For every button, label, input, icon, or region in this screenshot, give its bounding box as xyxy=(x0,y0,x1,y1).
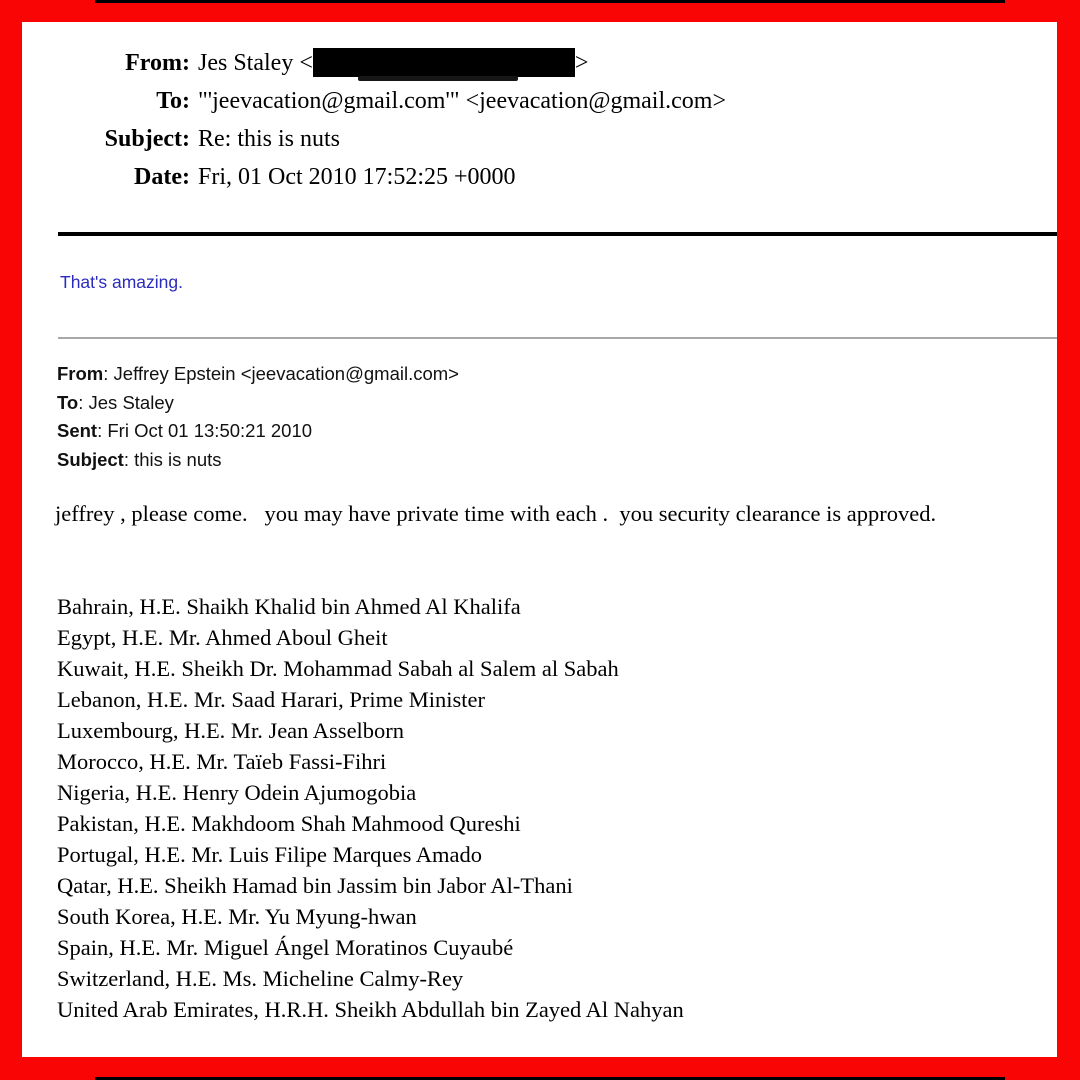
list-item: Switzerland, H.E. Ms. Micheline Calmy-Rey xyxy=(57,966,464,991)
header-row-subject xyxy=(22,120,1057,158)
list-item: Morocco, H.E. Mr. Taïeb Fassi-Fihri xyxy=(57,749,387,774)
quoted-to-value: : Jes Staley xyxy=(78,391,174,413)
from-name: Jes Staley < xyxy=(198,50,313,76)
quoted-sent-value: : Fri Oct 01 13:50:21 2010 xyxy=(97,420,313,441)
divider-thick xyxy=(58,232,1057,236)
quoted-sent-label: Sent xyxy=(57,420,98,441)
list-item: Pakistan, H.E. Makhdoom Shah Mahmood Qureshi xyxy=(57,811,521,836)
header-row-date xyxy=(22,158,1057,196)
redaction-text-remnant xyxy=(358,76,518,81)
list-item: United Arab Emirates, H.R.H. Sheikh Abdullah bin Zayed Al Nahyan xyxy=(57,997,684,1022)
list-item: Egypt, H.E. Mr. Ahmed Aboul Gheit xyxy=(57,625,388,650)
from-suffix: > xyxy=(574,50,589,76)
quoted-to-label: To xyxy=(57,391,79,413)
quoted-from-label: From xyxy=(57,363,104,384)
redaction-bar xyxy=(313,44,575,82)
quoted-email-header xyxy=(57,360,459,474)
header-row-from xyxy=(22,44,1057,82)
quoted-subject-label: Subject xyxy=(57,448,124,470)
list-item: Spain, H.E. Mr. Miguel Ángel Moratinos Cuyaubé xyxy=(57,935,514,960)
email-header-top xyxy=(22,44,1057,196)
scan-edge-top xyxy=(95,0,1005,3)
list-item: Nigeria, H.E. Henry Odein Ajumogobia xyxy=(57,780,417,805)
quoted-from-value: : Jeffrey Epstein <jeevacation@gmail.com> xyxy=(103,363,459,384)
from-label: From: xyxy=(125,50,190,76)
redaction-black-box xyxy=(313,48,575,77)
list-item: Bahrain, H.E. Shaikh Khalid bin Ahmed Al Khalifa xyxy=(57,594,521,619)
quoted-subject-value: : this is nuts xyxy=(123,448,222,470)
list-item: Lebanon, H.E. Mr. Saad Harari, Prime Minister xyxy=(57,687,486,712)
quoted-row-to xyxy=(57,389,459,418)
list-item: South Korea, H.E. Mr. Yu Myung-hwan xyxy=(57,904,417,929)
list-item: Kuwait, H.E. Sheikh Dr. Mohammad Sabah al Salem al Sabah xyxy=(57,656,619,681)
date-value: Fri, 01 Oct 2010 17:52:25 +0000 xyxy=(198,164,516,190)
to-value: "'jeevacation@gmail.com'" <jeevacation@gmail.com> xyxy=(198,88,726,114)
divider-thin xyxy=(58,337,1057,339)
quoted-row-sent xyxy=(57,417,459,446)
quoted-row-from xyxy=(57,360,459,389)
to-label: To: xyxy=(156,88,190,114)
list-item: Luxembourg, H.E. Mr. Jean Asselborn xyxy=(57,718,405,743)
list-item: Portugal, H.E. Mr. Luis Filipe Marques Amado xyxy=(57,842,482,867)
header-row-to xyxy=(22,82,1057,120)
subject-label: Subject: xyxy=(104,126,190,152)
dignitaries-list xyxy=(57,591,684,1025)
date-label: Date: xyxy=(134,164,190,190)
list-item: Qatar, H.E. Sheikh Hamad bin Jassim bin Jabor Al-Thani xyxy=(57,873,573,898)
subject-value: Re: this is nuts xyxy=(198,126,341,152)
quoted-row-subject xyxy=(57,446,459,475)
email-body-text: jeffrey , please come. you may have private time with each . you security clearance is approved. xyxy=(55,501,937,526)
reply-text: That's amazing. xyxy=(60,272,183,292)
